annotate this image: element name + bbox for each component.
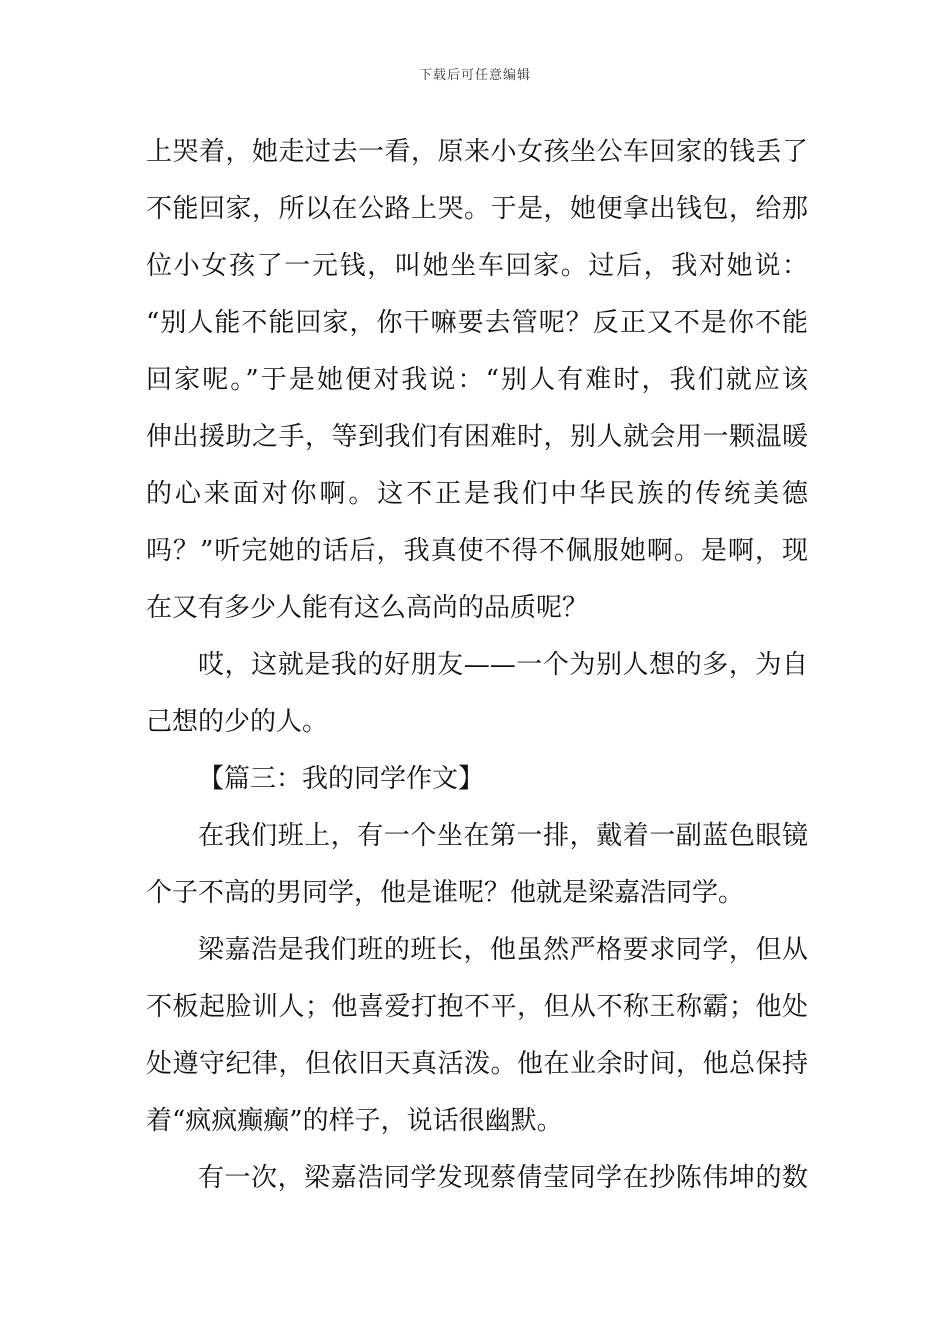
text-line: 的心来面对你啊。这不正是我们中华民族的传统美德 xyxy=(146,479,808,509)
text-line: 着“疯疯癫癫”的样子，说话很幽默。 xyxy=(146,1106,563,1136)
paragraph-start-line: 有一次，梁嘉浩同学发现蔡倩莹同学在抄陈伟坤的数 xyxy=(198,1163,808,1193)
paragraph-start-line: 在我们班上，有一个坐在第一排，戴着一副蓝色眼镜 xyxy=(198,821,808,851)
text-line: 在又有多少人能有这么高尚的品质呢？ xyxy=(146,593,589,623)
text-line: 不板起脸训人；他喜爱打抱不平，但从不称王称霸；他处 xyxy=(146,992,808,1022)
text-line: “别人能不能回家，你干嘛要去管呢？反正又不是你不能 xyxy=(146,308,808,338)
text-line: 伸出援助之手，等到我们有困难时，别人就会用一颗温暖 xyxy=(146,422,808,452)
text-line: 吗？”听完她的话后，我真使不得不佩服她啊。是啊，现 xyxy=(146,536,808,566)
page-header: 下载后可任意编辑 xyxy=(418,68,531,83)
text-line: 上哭着，她走过去一看，原来小女孩坐公车回家的钱丢了 xyxy=(146,137,808,167)
paragraph-start-line: 梁嘉浩是我们班的班长，他虽然严格要求同学，但从 xyxy=(198,935,808,965)
text-line: 处遵守纪律，但依旧天真活泼。他在业余时间，他总保持 xyxy=(146,1049,808,1079)
section-heading: 【篇三：我的同学作文】 xyxy=(198,764,485,794)
text-line: 个子不高的男同学，他是谁呢？他就是梁嘉浩同学。 xyxy=(146,878,745,908)
paragraph-start-line: 哎，这就是我的好朋友——一个为别人想的多，为自 xyxy=(198,650,808,680)
text-line: 回家呢。”于是她便对我说：“别人有难时，我们就应该 xyxy=(146,365,808,395)
document-body xyxy=(146,124,808,1207)
text-line: 不能回家，所以在公路上哭。于是，她便拿出钱包，给那 xyxy=(146,194,808,224)
text-line: 位小女孩了一元钱，叫她坐车回家。过后，我对她说： xyxy=(146,251,808,281)
text-line: 己想的少的人。 xyxy=(146,707,329,737)
